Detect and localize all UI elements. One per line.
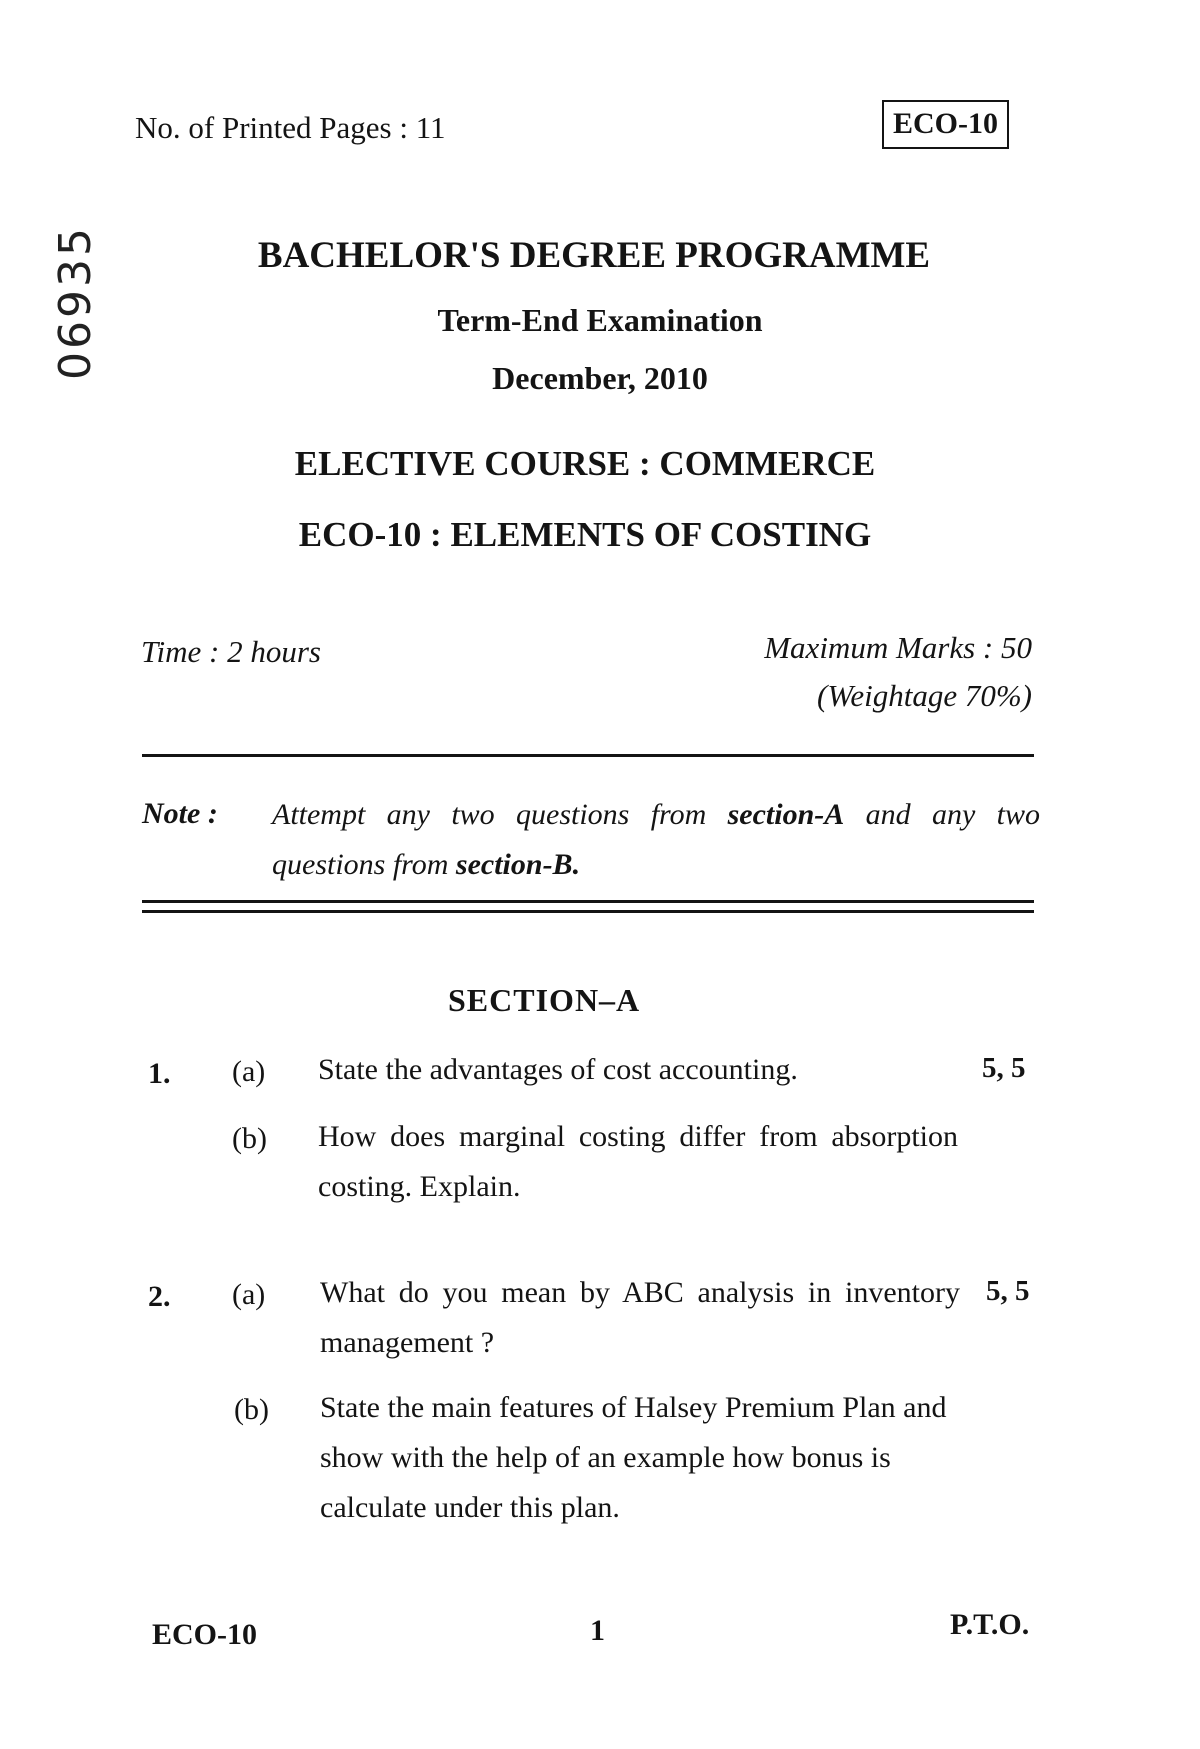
marks-block [764, 624, 1032, 720]
note-text-part-2: and any two questions from [272, 798, 1040, 881]
note-section-b: section-B [455, 848, 573, 881]
question-1-number: 1. [148, 1057, 171, 1090]
question-2b-label: (b) [234, 1393, 269, 1426]
footer-page-number: 1 [590, 1614, 605, 1647]
footer-pto: P.T.O. [950, 1608, 1030, 1641]
weightage: (Weightage 70%) [817, 678, 1032, 713]
question-2a-label: (a) [232, 1278, 266, 1311]
note-section-a: section-A [727, 798, 845, 831]
question-1b-text: How does marginal costing differ from absorption costing. Explain. [318, 1120, 958, 1203]
question-2-marks: 5, 5 [986, 1275, 1030, 1307]
exam-time: Time : 2 hours [141, 634, 321, 669]
note-text-part-1: Attempt any two questions from [272, 798, 728, 831]
divider-top [142, 754, 1034, 757]
exam-title: Term-End Examination [437, 302, 763, 338]
question-2-number: 2. [148, 1280, 171, 1313]
section-a-heading: SECTION–A [448, 982, 641, 1018]
maximum-marks: Maximum Marks : 50 [764, 630, 1032, 665]
elective-course-title: ELECTIVE COURSE : COMMERCE [294, 444, 876, 483]
printed-pages-count: No. of Printed Pages : 11 [135, 110, 446, 145]
note-label: Note : [142, 797, 218, 830]
note-text [272, 790, 1040, 890]
question-1-marks: 5, 5 [982, 1052, 1026, 1084]
paper-code-box: ECO-10 [882, 100, 1009, 149]
footer-paper-code: ECO-10 [152, 1618, 257, 1651]
divider-bottom-2 [142, 910, 1034, 913]
course-title: ECO-10 : ELEMENTS OF COSTING [298, 515, 872, 554]
programme-title: BACHELOR'S DEGREE PROGRAMME [257, 235, 931, 276]
side-serial-number: 06935 [50, 225, 101, 380]
question-2a-text: What do you mean by ABC analysis in inventory management ? [320, 1276, 960, 1359]
note-text-end: . [572, 848, 581, 881]
question-2b-text: State the main features of Halsey Premium Plan and show with the help of an example how bonus is calculate under this plan. [320, 1391, 947, 1524]
question-1a-text: State the advantages of cost accounting. [318, 1053, 798, 1086]
divider-bottom-1 [142, 900, 1034, 903]
question-1a-label: (a) [232, 1055, 266, 1088]
exam-date: December, 2010 [492, 360, 708, 396]
question-1b-label: (b) [232, 1122, 267, 1155]
